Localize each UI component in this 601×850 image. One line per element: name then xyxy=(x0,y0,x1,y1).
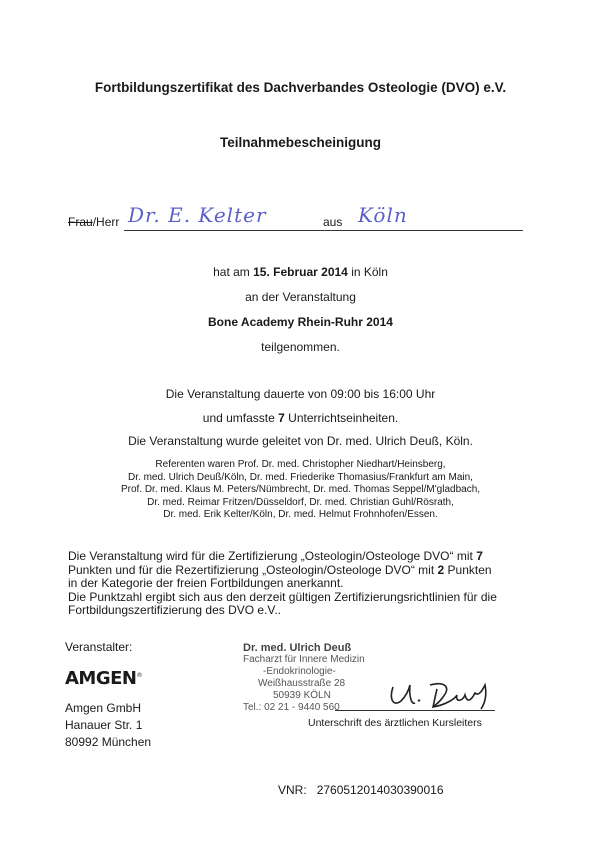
referent-line: Referenten waren Prof. Dr. med. Christopher Niedhart/Heinsberg, xyxy=(155,459,446,470)
vnr-value: 2760512014030390016 xyxy=(316,783,444,797)
cert-points-rezertifizierung: 2 xyxy=(437,562,445,577)
referent-line: Prof. Dr. med. Klaus M. Peters/Nümbrecht, Dr. med. Thomas Seppel/M'gladbach, xyxy=(120,484,481,495)
organizer-company: Amgen GmbH xyxy=(65,701,142,715)
referent-line: Dr. med. Reimar Fritzen/Düsseldorf, Dr. med. Christian Guhl/Rösrath, xyxy=(147,496,454,508)
units-suffix: Unterrichtseinheiten. xyxy=(284,411,399,425)
amgen-logo: AMGEN® xyxy=(65,668,142,689)
cert-line-5: Fortbildungszertifizierung des DVO e.V.. xyxy=(68,603,281,617)
participant-name-handwritten: Dr. E. Kelter xyxy=(128,203,267,227)
an-der-veranstaltung: an der Veranstaltung xyxy=(245,290,356,304)
units-count: 7 xyxy=(278,411,285,425)
certificate-subtitle: Teilnahmebescheinigung xyxy=(219,135,382,150)
aus-label: aus xyxy=(323,215,343,229)
participant-row xyxy=(68,205,538,235)
referent-line: Dr. med. Erik Kelter/Köln, Dr. med. Helmut Frohnhofen/Essen. xyxy=(163,509,438,520)
cert-line-3: in der Kategorie der freien Fortbildungen anerkannt. xyxy=(68,576,344,590)
vnr-line xyxy=(278,783,444,797)
cert-line-1: Die Veranstaltung wird für die Zertifizierung „Osteologin/Osteologe DVO“ mit 7 xyxy=(68,549,483,563)
city-line xyxy=(343,230,523,231)
certificate-title: Fortbildungszertifikat des Dachverbandes Osteologie (DVO) e.V. xyxy=(94,80,507,95)
vnr-label: VNR: xyxy=(278,783,307,797)
event-duration: Die Veranstaltung dauerte von 09:00 bis 16:00 Uhr xyxy=(165,387,436,401)
doctor-stamp xyxy=(243,642,365,714)
event-units xyxy=(0,411,601,425)
signature-graphic xyxy=(385,675,505,715)
event-name: Bone Academy Rhein-Ruhr 2014 xyxy=(208,315,393,329)
salutation xyxy=(68,215,119,229)
participant-city-handwritten: Köln xyxy=(358,203,408,227)
salutation-struck: Frau xyxy=(68,215,93,229)
organizer-city: 80992 München xyxy=(65,735,152,749)
teilgenommen: teilgenommen. xyxy=(261,340,340,354)
stamp-line: Facharzt für Innere Medizin xyxy=(243,654,365,665)
salutation-herr: /Herr xyxy=(92,215,120,229)
signature-label: Unterschrift des ärztlichen Kursleiters xyxy=(308,717,482,729)
stamp-line: 50939 KÖLN xyxy=(273,690,331,701)
certification-paragraph xyxy=(68,550,548,618)
organizer-address xyxy=(65,700,151,751)
event-led-by: Die Veranstaltung wurde geleitet von Dr. med. Ulrich Deuß, Köln. xyxy=(128,434,473,448)
organizer-label: Veranstalter: xyxy=(65,640,133,654)
referent-line: Dr. med. Ulrich Deuß/Köln, Dr. med. Friederike Thomasius/Frankfurt am Main, xyxy=(128,471,473,483)
cert-line-4: Die Punktzahl ergibt sich aus den derzeit gültigen Zertifizierungsrichtlinien für die xyxy=(68,589,497,604)
stamp-line: Weißhausstraße 28 xyxy=(258,678,346,689)
cert-points-zertifizierung: 7 xyxy=(476,549,483,563)
units-prefix: und umfasste xyxy=(202,411,279,425)
referents-list xyxy=(0,459,601,522)
stamp-line: Tel.: 02 21 - 9440 560 xyxy=(243,702,340,713)
event-date: 15. Februar 2014 xyxy=(253,265,348,279)
date-suffix: in Köln xyxy=(347,265,388,279)
cert-line-2: Punkten und für die Rezertifizierung „Osteologin/Osteologe DVO“ mit 2 Punkten xyxy=(68,562,492,577)
stamp-line: -Endokrinologie- xyxy=(263,666,336,677)
signature-line xyxy=(335,710,495,711)
organizer-street: Hanauer Str. 1 xyxy=(65,718,143,732)
event-date-line xyxy=(0,265,601,279)
stamp-name: Dr. med. Ulrich Deuß xyxy=(243,642,352,654)
date-prefix: hat am xyxy=(213,265,254,279)
